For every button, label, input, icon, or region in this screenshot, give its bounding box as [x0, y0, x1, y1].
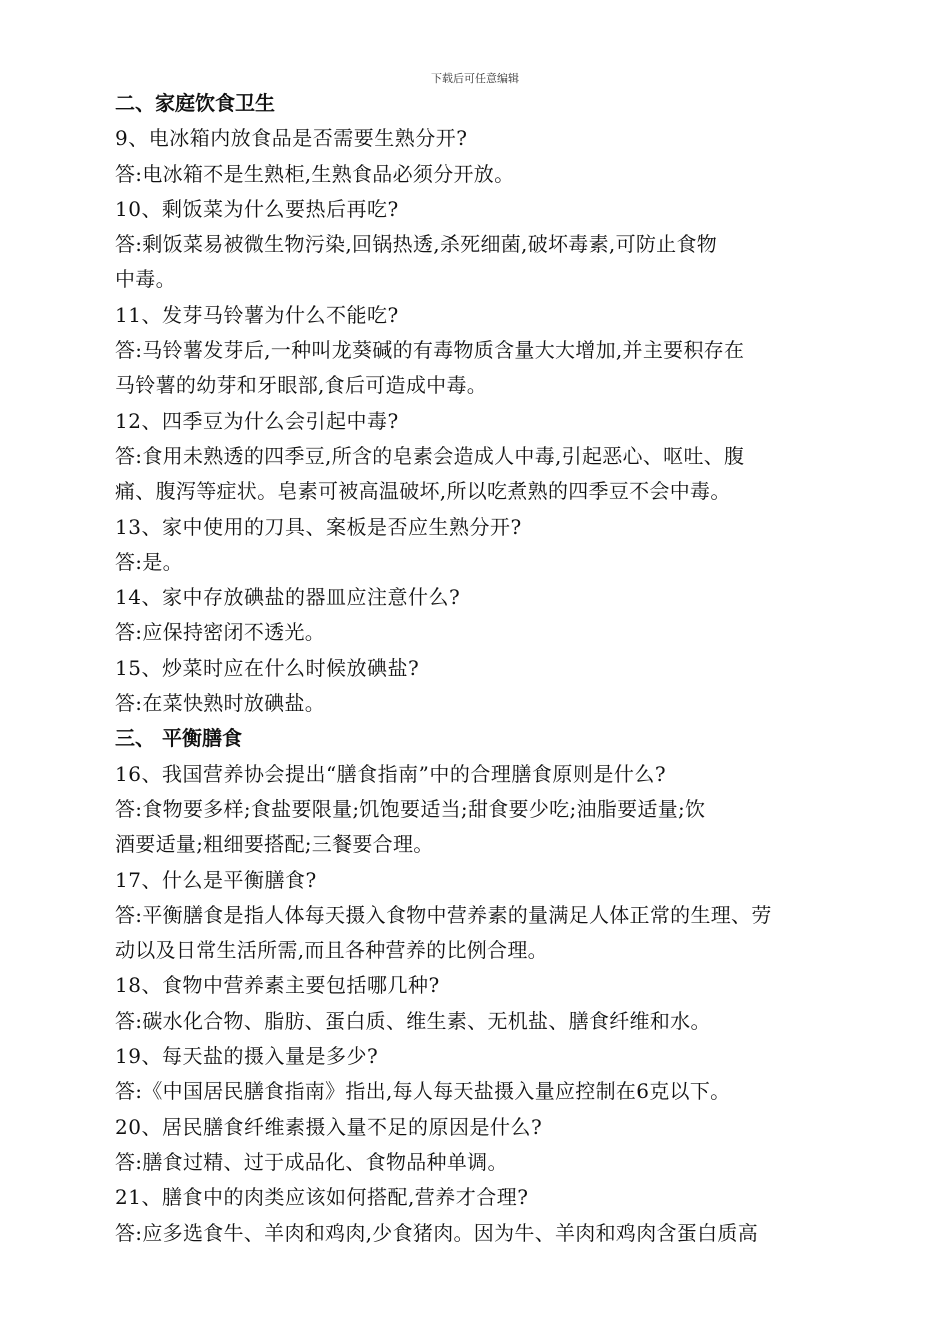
question: 17、什么是平衡膳食?: [115, 867, 317, 892]
answer: 答:在菜快熟时放碘盐。: [115, 691, 326, 716]
answer: 答:碳水化合物、脂肪、蛋白质、维生素、无机盐、膳食纤维和水。: [115, 1008, 711, 1033]
answer: 答:应多选食牛、羊肉和鸡肉,少食猪肉。因为牛、羊肉和鸡肉含蛋白质高: [115, 1220, 758, 1245]
section-heading: 二、家庭饮食卫生: [115, 91, 275, 115]
answer: 答:马铃薯发芽后,一种叫龙葵碱的有毒物质含量大大增加,并主要积存在: [115, 338, 745, 363]
question: 18、食物中营养素主要包括哪几种?: [115, 973, 440, 998]
answer: 答:平衡膳食是指人体每天摄入食物中营养素的量满足人体正常的生理、劳: [115, 902, 772, 927]
header-watermark: 下载后可任意编辑: [431, 72, 519, 85]
section-heading: 三、 平衡膳食: [115, 726, 242, 751]
question: 19、每天盐的摄入量是多少?: [115, 1044, 379, 1069]
question: 21、膳食中的肉类应该如何搭配,营养才合理?: [115, 1185, 529, 1210]
answer-continuation: 动以及日常生活所需,而且各种营养的比例合理。: [115, 938, 548, 963]
answer: 答:食物要多样;食盐要限量;饥饱要适当;甜食要少吃;油脂要适量;饮: [115, 796, 706, 821]
question: 9、电冰箱内放食品是否需要生熟分开?: [115, 126, 468, 151]
question: 10、剩饭菜为什么要热后再吃?: [115, 196, 399, 221]
question: 14、家中存放碘盐的器皿应注意什么?: [115, 585, 461, 610]
question: 20、居民膳食纤维素摄入量不足的原因是什么?: [115, 1114, 543, 1139]
question: 13、家中使用的刀具、案板是否应生熟分开?: [115, 514, 522, 539]
answer-continuation: 马铃薯的幼芽和牙眼部,食后可造成中毒。: [115, 373, 488, 398]
question: 11、发芽马铃薯为什么不能吃?: [115, 302, 399, 327]
answer: 答:是。: [115, 549, 183, 574]
answer-continuation: 中毒。: [115, 267, 176, 292]
question: 15、炒菜时应在什么时候放碘盐?: [115, 655, 420, 680]
answer: 答:应保持密闭不透光。: [115, 620, 326, 645]
answer: 答:膳食过精、过于成品化、食物品种单调。: [115, 1149, 508, 1174]
answer: 答:剩饭菜易被微生物污染,回锅热透,杀死细菌,破坏毒素,可防止食物: [115, 232, 718, 257]
answer-continuation: 酒要适量;粗细要搭配;三餐要合理。: [115, 832, 434, 857]
document-body: [115, 86, 862, 1251]
question: 16、我国营养协会提出“膳食指南”中的合理膳食原则是什么?: [115, 761, 667, 786]
answer: 答:食用未熟透的四季豆,所含的皂素会造成人中毒,引起恶心、呕吐、腹: [115, 443, 745, 468]
answer-continuation: 痛、腹泻等症状。皂素可被高温破坏,所以吃煮熟的四季豆不会中毒。: [115, 479, 731, 504]
question: 12、四季豆为什么会引起中毒?: [115, 408, 399, 433]
answer: 答:《中国居民膳食指南》指出,每人每天盐摄入量应控制在6克以下。: [115, 1079, 731, 1104]
answer: 答:电冰箱不是生熟柜,生熟食品必须分开放。: [115, 161, 515, 186]
